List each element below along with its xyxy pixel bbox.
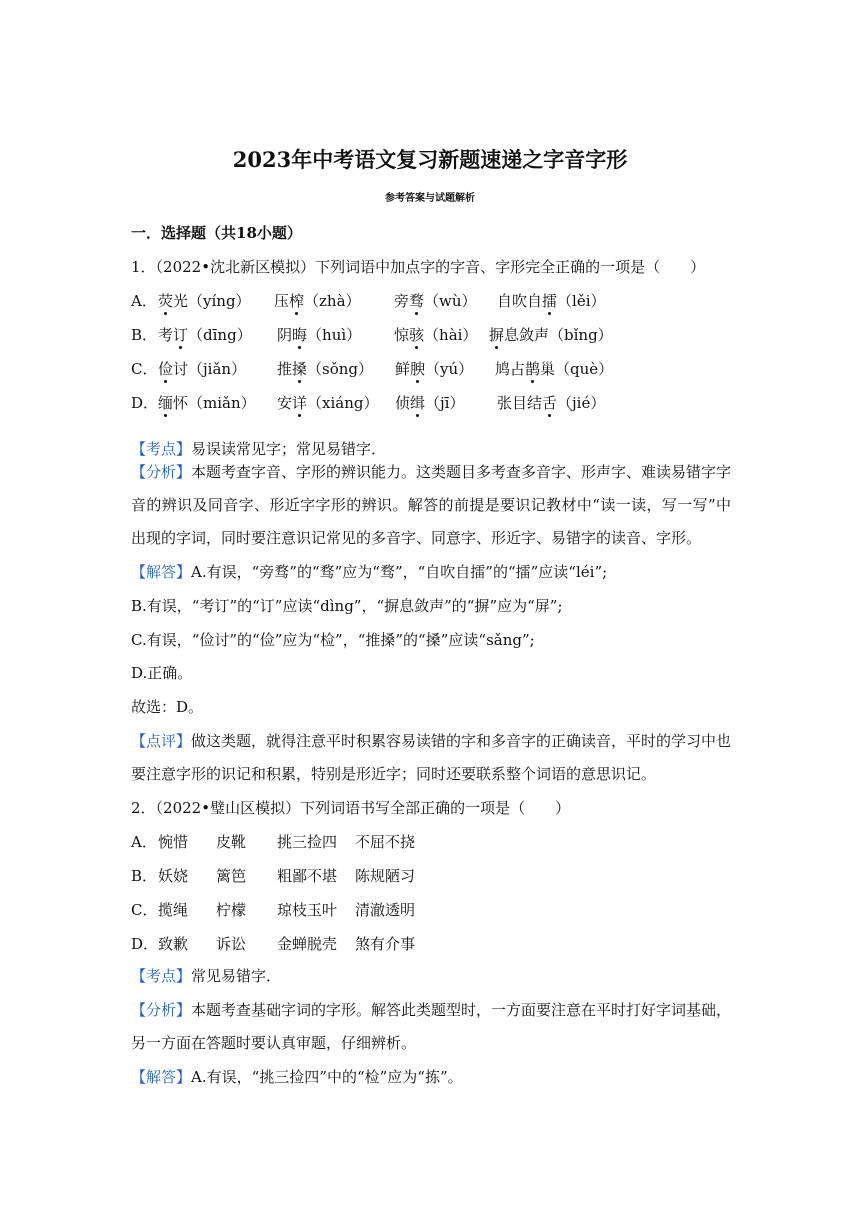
q1-fenxi-3: 出现的字词，同时要注意识记常见的多音字、同意字、形近字、易错字的读音、字形。: [131, 529, 702, 547]
option-term: 阴晦（huì）: [277, 326, 362, 344]
dotted-char: 榨: [289, 292, 305, 310]
dotted-char: 订: [173, 326, 189, 344]
dotted-char: 搡: [292, 360, 308, 378]
option-term: 摒息敛声（bǐng）: [489, 326, 613, 344]
option-term: 金蝉脱壳: [277, 935, 338, 953]
option-label: A．: [131, 833, 157, 851]
option-term: 柠檬: [216, 901, 247, 919]
option-label: B．: [131, 326, 158, 344]
kaodian-text: 常见易错字．: [191, 967, 282, 985]
kaodian-tag: 【考点】: [131, 967, 192, 985]
option-term: 自吹自擂（lěi）: [497, 292, 606, 310]
option-term: 压榨（zhà）: [274, 292, 361, 310]
jieda-tag: 【解答】: [131, 563, 192, 581]
q1-fenxi-2: 音的辨识及同音字、形近字字形的辨识。解答的前提是要识记教材中“读一读，写一写”中: [131, 496, 731, 514]
jieda-tag: 【解答】: [131, 1068, 192, 1086]
jieda-text-1: A.有误，“旁骛”的“骛”应为“骛”，“自吹自擂”的“擂”应读“léi”;: [191, 563, 608, 581]
option-term: 清澈透明: [355, 901, 416, 919]
q2-stem: 2．（2022•璧山区模拟）下列词语书写全部正确的一项是（ ）: [131, 799, 571, 817]
dotted-char: 摒: [489, 326, 505, 344]
option-term: 惊骇（hài）: [394, 326, 478, 344]
option-term: 鲜腴（yú）: [395, 360, 474, 378]
option-term: 挑三捡四: [277, 833, 338, 851]
dotted-char: 腴: [410, 360, 426, 378]
option-term: 琼枝玉叶: [277, 901, 338, 919]
option-term: 旁骛（wù）: [394, 292, 477, 310]
q2-fenxi-1: [131, 999, 731, 1021]
option-term: 揽绳: [158, 901, 189, 919]
option-term: 侦缉（jī）: [395, 394, 465, 412]
section-header: 一．选择题（共18小题）: [131, 224, 302, 242]
q1-jieda-5: 故选：D。: [131, 698, 204, 716]
kaodian-text: 易误读常见字；常见易错字．: [191, 440, 387, 458]
dotted-char: 缅: [158, 394, 174, 412]
option-term: 惋惜: [158, 833, 189, 851]
dianping-tag: 【点评】: [131, 732, 192, 750]
page-title: 2023年中考语文复习新题速递之字音字形: [232, 147, 628, 172]
dotted-char: 舌: [542, 394, 558, 412]
option-term: 粗鄙不堪: [277, 867, 338, 885]
q1-jieda-1: [131, 561, 731, 583]
q1-jieda-3: C.有误，“俭讨”的“俭”应为“检”，“推搡”的“搡”应读“sǎng”;: [131, 631, 535, 649]
option-term: 推搡（sǒng）: [277, 360, 374, 378]
jieda-text-1: A.有误，“挑三捡四”中的“检”应为“拣”。: [191, 1068, 463, 1086]
option-term: 煞有介事: [355, 935, 416, 953]
option-term: 不屈不挠: [355, 833, 416, 851]
q1-fenxi-1: [131, 461, 731, 483]
option-term: 荧光（yíng）: [158, 292, 251, 310]
option-term: 安详（xiáng）: [277, 394, 379, 412]
kaodian-tag: 【考点】: [131, 440, 192, 458]
dotted-char: 骛: [409, 292, 425, 310]
option-term: 陈规陋习: [355, 867, 416, 885]
option-term: 篱笆: [216, 867, 247, 885]
option-term: 考订（dīng）: [158, 326, 252, 344]
page-subtitle: 参考答案与试题解析: [385, 193, 475, 204]
q1-dianping-2: 要注意字形的识记和积累，特别是形近字；同时还要联系整个词语的意思识记。: [131, 765, 657, 783]
q1-jieda-4: D.正确。: [131, 664, 193, 682]
dotted-char: 鹊: [525, 360, 541, 378]
option-label: D．: [131, 935, 159, 953]
q1-stem: 1．（2022•沈北新区模拟）下列词语中加点字的字音、字形完全正确的一项是（ ）: [131, 258, 706, 276]
dotted-char: 俭: [158, 360, 174, 378]
option-label: A．: [131, 292, 157, 310]
option-term: 诉讼: [216, 935, 247, 953]
option-label: C．: [131, 901, 158, 919]
option-label: D．: [131, 394, 159, 412]
q2-fenxi-2: 另一方面在答题时要认真审题，仔细辨析。: [131, 1034, 417, 1052]
q1-kaodian: [131, 438, 731, 460]
dotted-char: 缉: [410, 394, 426, 412]
option-term: 妖娆: [158, 867, 189, 885]
fenxi-text-1: 本题考查基础字词的字形。解答此类题型时，一方面要注意在平时打好字词基础，: [191, 1001, 732, 1019]
q2-kaodian: [131, 965, 731, 987]
option-term: 俭讨（jiǎn）: [158, 360, 247, 378]
dotted-char: 晦: [292, 326, 308, 344]
option-label: C．: [131, 360, 158, 378]
dianping-text-1: 做这类题，就得注意平时积累容易读错的字和多音字的正确读音，平时的学习中也: [191, 732, 732, 750]
option-label: B．: [131, 867, 158, 885]
q2-jieda-1: [131, 1066, 731, 1088]
dotted-char: 详: [292, 394, 308, 412]
fenxi-tag: 【分析】: [131, 1001, 192, 1019]
q1-dianping-1: [131, 730, 731, 752]
fenxi-tag: 【分析】: [131, 463, 192, 481]
option-term: 缅怀（miǎn）: [158, 394, 256, 412]
fenxi-text-1: 本题考查字音、字形的辨识能力。这类题目多考查多音字、形声字、难读易错字字: [191, 463, 732, 481]
option-term: 鸠占鹊巢（què）: [495, 360, 614, 378]
dotted-char: 骇: [409, 326, 425, 344]
option-term: 张目结舌（jié）: [497, 394, 606, 412]
q1-jieda-2: B.有误，“考订”的“订”应读“dìng”，“摒息敛声”的“摒”应为“屏”;: [131, 597, 563, 615]
option-term: 皮靴: [216, 833, 247, 851]
dotted-char: 荧: [158, 292, 174, 310]
option-term: 致歉: [158, 935, 189, 953]
dotted-char: 擂: [542, 292, 558, 310]
